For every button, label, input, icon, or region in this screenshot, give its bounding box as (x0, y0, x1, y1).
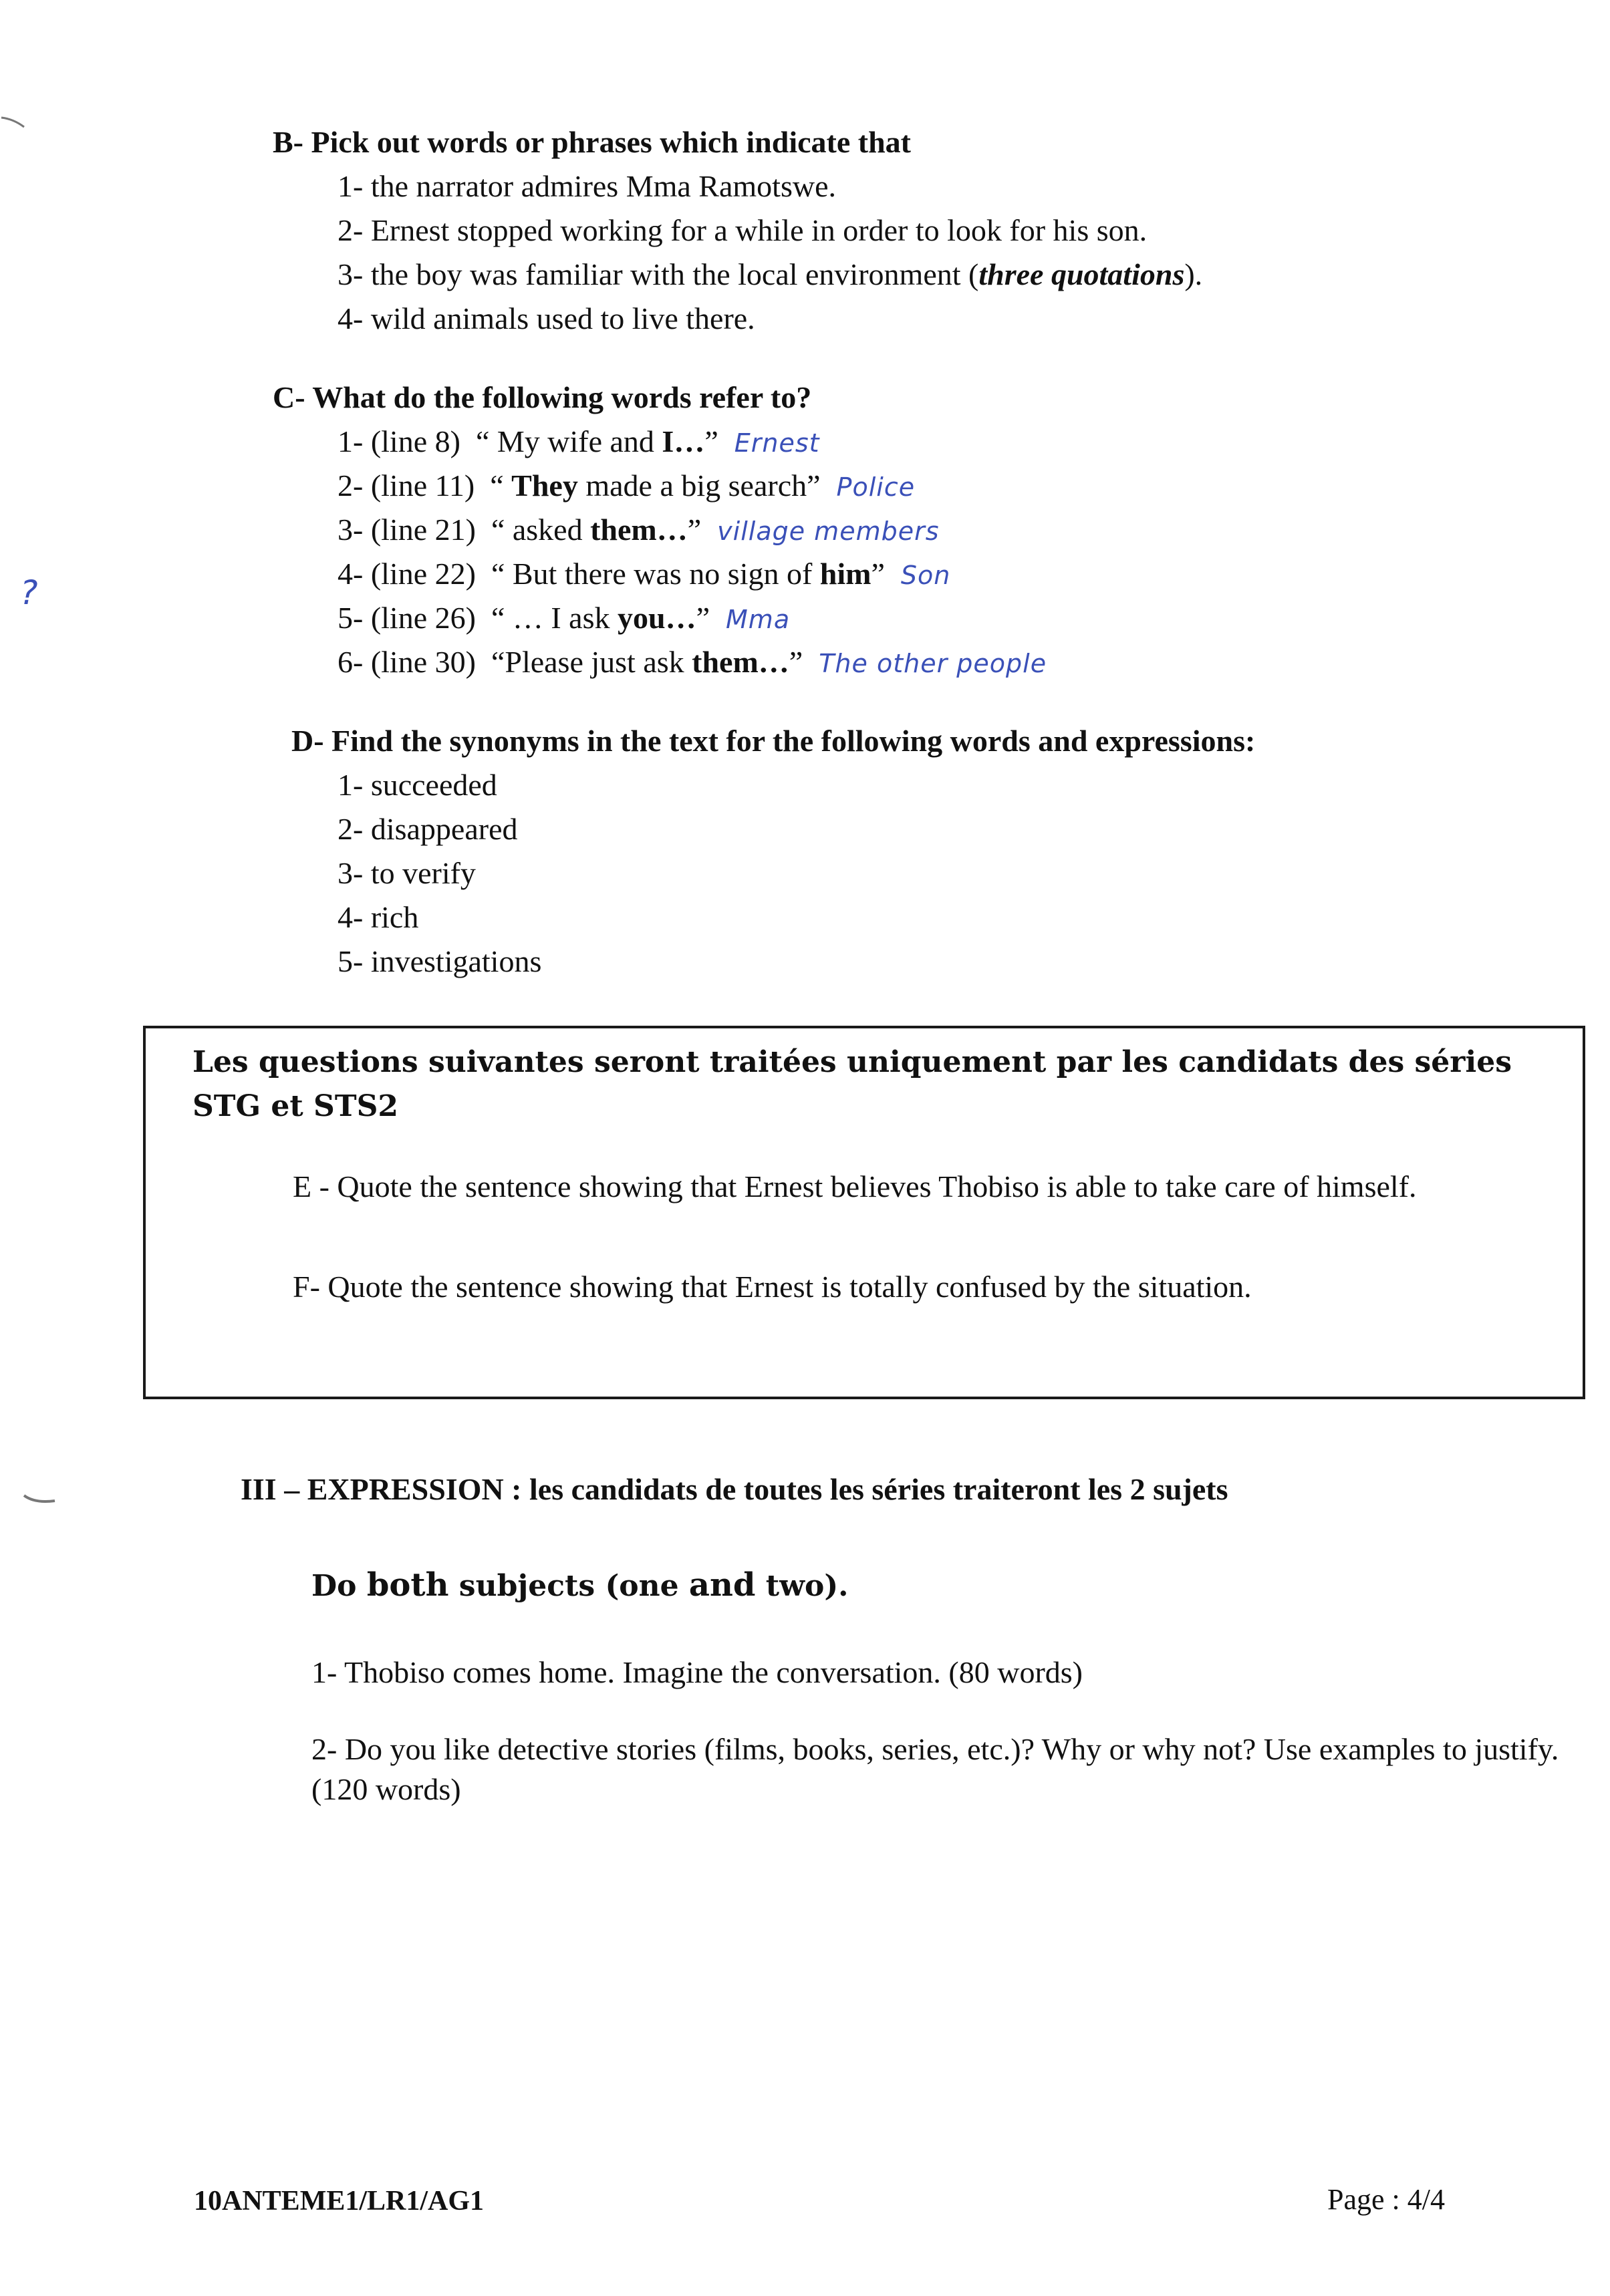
handwritten-answer: Ernest (734, 428, 820, 458)
footer-code: 10ANTEME1/LR1/AG1 (194, 2186, 485, 2216)
question-e: E - Quote the sentence showing that Ernest believes Thobiso is able to take care of himself. (293, 1169, 1417, 1203)
handwritten-answer: Police (836, 472, 916, 502)
handwritten-answer: The other people (819, 649, 1047, 678)
section-d-item-4: 4- rich (338, 900, 419, 934)
quote-post: ” (789, 645, 803, 679)
section-c-item-6 (338, 644, 1047, 680)
quote-pre: “ (490, 468, 512, 503)
expression-title: III – EXPRESSION : les candidats de toutes les séries traiteront les 2 sujets (241, 1472, 1228, 1506)
section-c-title: C- What do the following words refer to? (273, 380, 812, 414)
margin-question-mark: ? (20, 573, 39, 612)
expression-instruction (311, 1566, 849, 1604)
section-b-item-2: 2- Ernest stopped working for a while in order to look for his son. (338, 213, 1148, 247)
quote-bold: them… (692, 645, 789, 679)
instr-part-c: subjects (one (448, 1569, 689, 1603)
section-c-item-1 (338, 424, 820, 459)
line-ref: 1- (line 8) (338, 424, 460, 458)
quote-bold: them… (590, 513, 688, 547)
section-d-item-5: 5- investigations (338, 944, 542, 978)
instr-part-e: two). (755, 1569, 849, 1603)
section-c-item-2 (338, 468, 915, 503)
line-ref: 5- (line 26) (338, 601, 476, 635)
section-b-item-3-post: ). (1184, 257, 1203, 291)
stg-sts2-box (143, 1026, 1585, 1399)
instr-part-a: Do (311, 1569, 367, 1603)
quote-post: ” (871, 557, 885, 591)
section-d-item-2: 2- disappeared (338, 812, 518, 846)
quote-bold: I… (662, 424, 705, 458)
section-b-item-3 (338, 257, 1202, 292)
footer-page-number: Page : 4/4 (1327, 2183, 1445, 2216)
instr-part-d: and (688, 1566, 756, 1604)
quote-post: made a big search” (577, 468, 821, 503)
quote-post: ” (687, 513, 702, 547)
quote-pre: “ But there was no sign of (491, 557, 820, 591)
quote-bold: you… (618, 601, 696, 635)
quote-pre: “ asked (491, 513, 591, 547)
handwritten-answer: village members (717, 517, 940, 546)
section-d-title: D- Find the synonyms in the text for the following words and expressions: (291, 724, 1256, 758)
quote-bold: They (511, 468, 578, 503)
line-ref: 4- (line 22) (338, 557, 476, 591)
subject-1: 1- Thobiso comes home. Imagine the conversation. (80 words) (311, 1655, 1083, 1689)
quote-post: ” (696, 601, 710, 635)
quote-pre: “ My wife and (475, 424, 662, 458)
quote-pre: “ … I ask (491, 601, 618, 635)
section-c-item-5 (338, 600, 790, 635)
box-title: Les questions suivantes seront traitées uniquement par les candidats des séries STG et STS2 (192, 1045, 1512, 1123)
section-d-item-1: 1- succeeded (338, 768, 497, 802)
section-c-item-3 (338, 512, 940, 547)
quote-pre: “Please just ask (491, 645, 692, 679)
section-b-item-3-emph: three quotations (978, 257, 1185, 291)
subject-2: 2- Do you like detective stories (films, books, series, etc.)? Why or why not? Use examples to justify. (120 words) (311, 1732, 1559, 1806)
handwritten-answer: Son (900, 561, 951, 590)
section-b-item-3-pre: 3- the boy was familiar with the local environment ( (338, 257, 979, 291)
line-ref: 2- (line 11) (338, 468, 475, 503)
question-f: F- Quote the sentence showing that Ernest is totally confused by the situation. (293, 1270, 1252, 1304)
scan-mark-top (0, 114, 33, 140)
section-d-item-3: 3- to verify (338, 856, 476, 890)
instr-part-b: both (366, 1566, 449, 1604)
line-ref: 3- (line 21) (338, 513, 476, 547)
section-b-title: B- Pick out words or phrases which indicate that (273, 125, 911, 159)
scan-mark-mid (21, 1489, 61, 1509)
line-ref: 6- (line 30) (338, 645, 476, 679)
section-b-item-1: 1- the narrator admires Mma Ramotswe. (338, 169, 836, 203)
section-b-item-4: 4- wild animals used to live there. (338, 301, 755, 335)
quote-bold: him (819, 557, 871, 591)
section-c-item-4 (338, 556, 950, 591)
quote-post: ” (704, 424, 718, 458)
handwritten-answer: Mma (726, 605, 791, 634)
